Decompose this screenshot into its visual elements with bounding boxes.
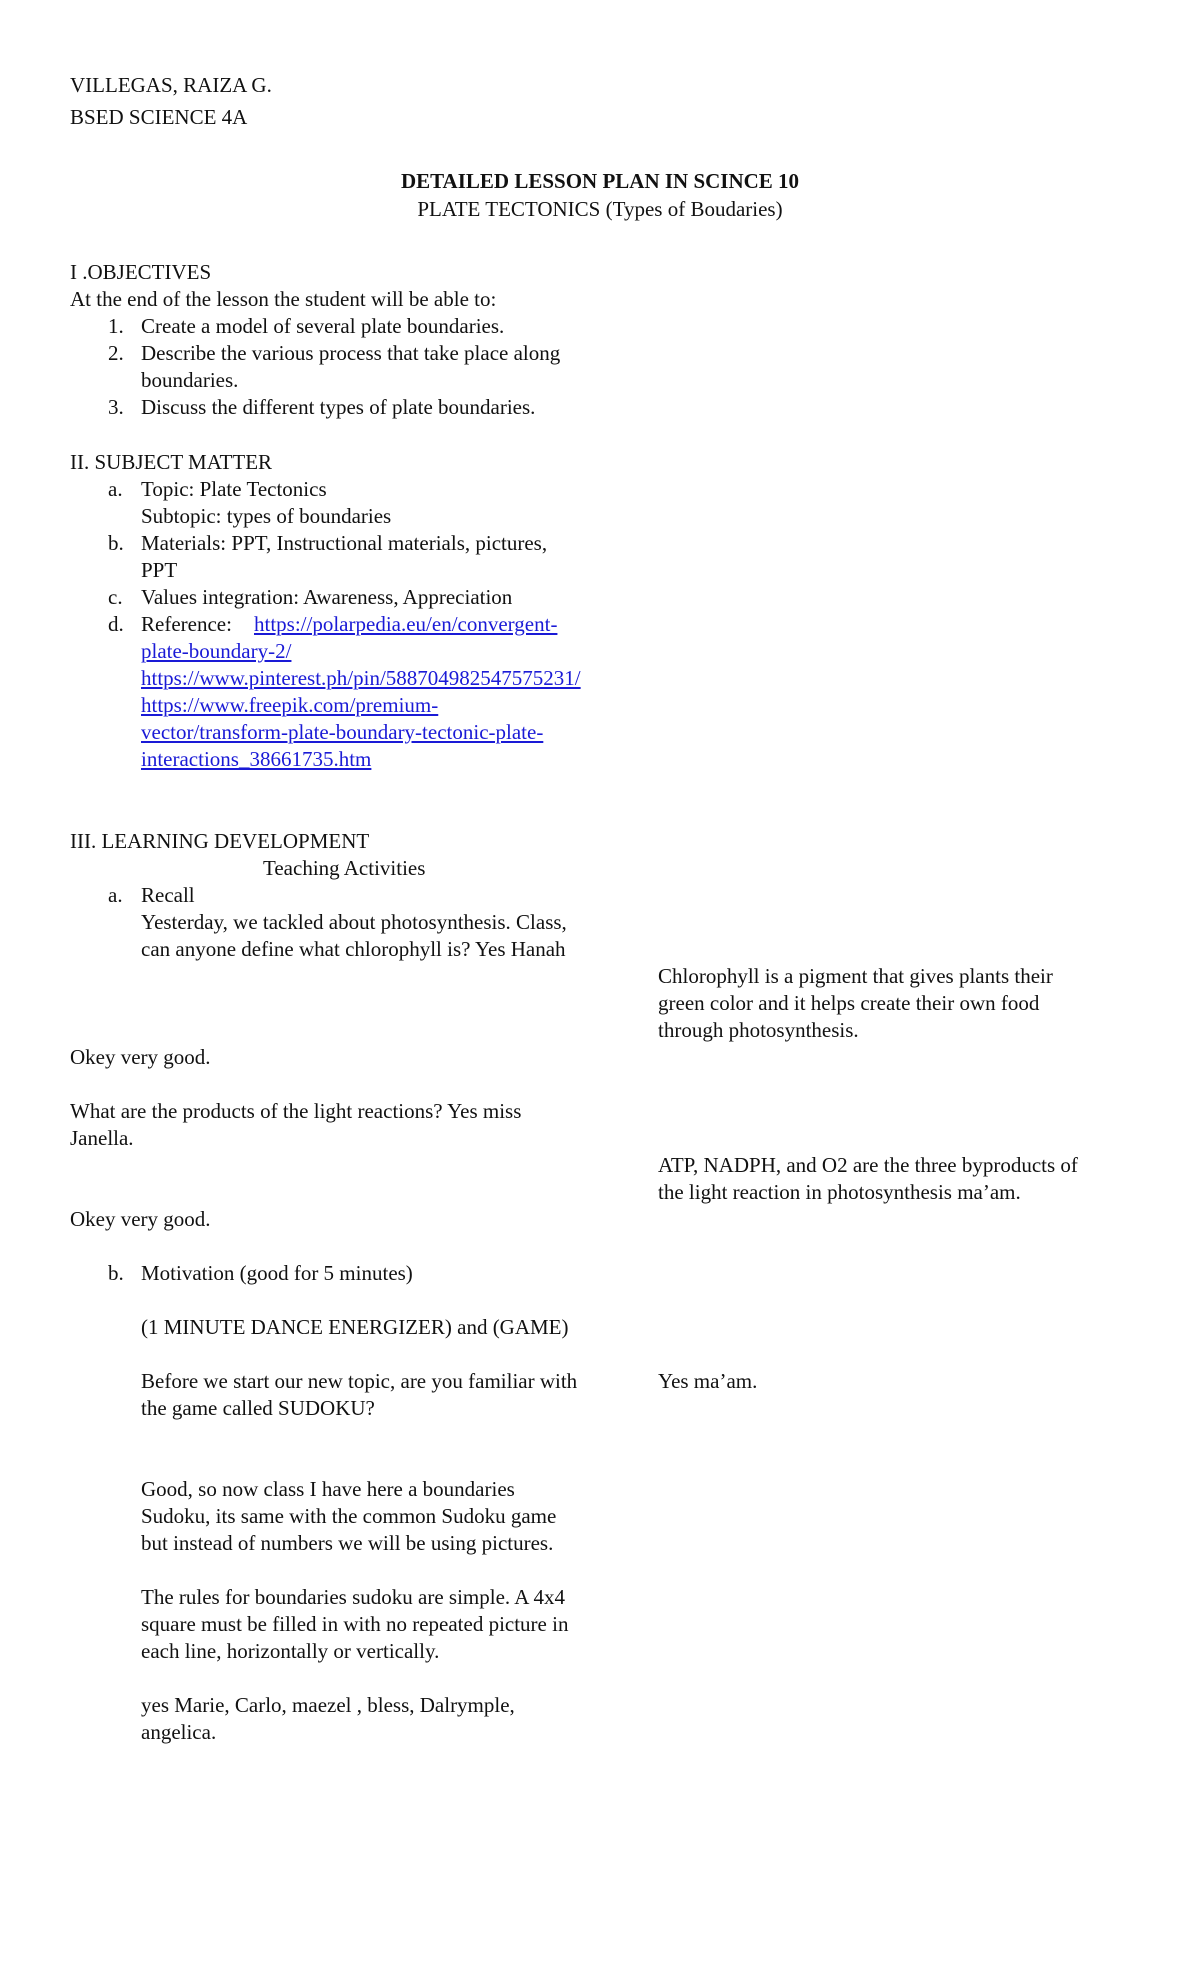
document-title: DETAILED LESSON PLAN IN SCINCE 10 bbox=[400, 169, 800, 193]
reference-link[interactable]: https://www.freepik.com/premium- bbox=[141, 693, 439, 717]
objective-text: Discuss the different types of plate boundaries. bbox=[141, 395, 536, 419]
teacher-call-students: yes Marie, Carlo, maezel , bless, Dalrymple, bbox=[141, 1693, 515, 1717]
student-answer-byproducts: the light reaction in photosynthesis ma’am. bbox=[658, 1180, 1021, 1204]
reference-link[interactable]: interactions_38661735.htm bbox=[141, 747, 372, 771]
objective-text: Describe the various process that take place along bbox=[141, 341, 561, 365]
student-answer-chlorophyll: green color and it helps create their own food bbox=[658, 991, 1040, 1015]
teacher-recall-question: can anyone define what chlorophyll is? Yes Hanah bbox=[141, 937, 566, 961]
teacher-sudoku-rules: each line, horizontally or vertically. bbox=[141, 1639, 440, 1663]
objective-text: boundaries. bbox=[141, 368, 239, 392]
subject-marker: b. bbox=[108, 531, 124, 555]
motivation-activity: (1 MINUTE DANCE ENERGIZER) and (GAME) bbox=[141, 1315, 569, 1339]
recall-marker: a. bbox=[108, 883, 123, 907]
subject-marker: c. bbox=[108, 585, 123, 609]
teacher-question-light-reactions: What are the products of the light reactions? Yes miss bbox=[70, 1099, 522, 1123]
teacher-sudoku-rules: The rules for boundaries sudoku are simple. A 4x4 bbox=[141, 1585, 565, 1609]
subject-marker: d. bbox=[108, 612, 124, 636]
teacher-sudoku-intro: Sudoku, its same with the common Sudoku game bbox=[141, 1504, 557, 1528]
teacher-sudoku-question: Before we start our new topic, are you familiar with bbox=[141, 1369, 578, 1393]
objective-marker: 1. bbox=[108, 314, 124, 338]
student-answer-chlorophyll: through photosynthesis. bbox=[658, 1018, 859, 1042]
reference-link[interactable]: https://polarpedia.eu/en/convergent- bbox=[254, 612, 558, 636]
teaching-activities-header: Teaching Activities bbox=[263, 856, 426, 880]
teacher-sudoku-question: the game called SUDOKU? bbox=[141, 1396, 375, 1420]
reference-label: Reference: bbox=[141, 612, 232, 636]
subject-materials: Materials: PPT, Instructional materials, pictures, bbox=[141, 531, 548, 555]
teacher-sudoku-intro: but instead of numbers we will be using pictures. bbox=[141, 1531, 554, 1555]
subject-values: Values integration: Awareness, Appreciation bbox=[141, 585, 513, 609]
motivation-label: Motivation (good for 5 minutes) bbox=[141, 1261, 413, 1285]
subject-materials: PPT bbox=[141, 558, 178, 582]
course-section: BSED SCIENCE 4A bbox=[70, 105, 248, 129]
teacher-question-light-reactions: Janella. bbox=[70, 1126, 134, 1150]
subject-marker: a. bbox=[108, 477, 123, 501]
learning-development-heading: III. LEARNING DEVELOPMENT bbox=[70, 829, 370, 853]
motivation-marker: b. bbox=[108, 1261, 124, 1285]
reference-link[interactable]: plate-boundary-2/ bbox=[141, 639, 292, 663]
teacher-praise: Okey very good. bbox=[70, 1045, 211, 1069]
document-subtitle: PLATE TECTONICS (Types of Boudaries) bbox=[417, 197, 783, 221]
objectives-intro: At the end of the lesson the student will be able to: bbox=[70, 287, 497, 311]
teacher-praise: Okey very good. bbox=[70, 1207, 211, 1231]
objectives-heading: I .OBJECTIVES bbox=[70, 260, 212, 284]
student-answer-byproducts: ATP, NADPH, and O2 are the three byproducts of bbox=[658, 1153, 1078, 1177]
subject-matter-heading: II. SUBJECT MATTER bbox=[70, 450, 273, 474]
reference-link[interactable]: https://www.pinterest.ph/pin/588704982547575231/ bbox=[141, 666, 581, 690]
objective-marker: 3. bbox=[108, 395, 124, 419]
teacher-sudoku-intro: Good, so now class I have here a boundaries bbox=[141, 1477, 515, 1501]
reference-link[interactable]: vector/transform-plate-boundary-tectonic-plate- bbox=[141, 720, 544, 744]
objective-marker: 2. bbox=[108, 341, 124, 365]
student-answer-yes: Yes ma’am. bbox=[658, 1369, 758, 1393]
subject-subtopic: Subtopic: types of boundaries bbox=[141, 504, 392, 528]
student-answer-chlorophyll: Chlorophyll is a pigment that gives plants their bbox=[658, 964, 1053, 988]
student-name: VILLEGAS, RAIZA G. bbox=[70, 73, 272, 97]
recall-label: Recall bbox=[141, 883, 195, 907]
objective-text: Create a model of several plate boundaries. bbox=[141, 314, 505, 338]
teacher-call-students: angelica. bbox=[141, 1720, 217, 1744]
teacher-sudoku-rules: square must be filled in with no repeated picture in bbox=[141, 1612, 569, 1636]
teacher-recall-question: Yesterday, we tackled about photosynthesis. Class, bbox=[141, 910, 567, 934]
subject-topic: Topic: Plate Tectonics bbox=[141, 477, 327, 501]
